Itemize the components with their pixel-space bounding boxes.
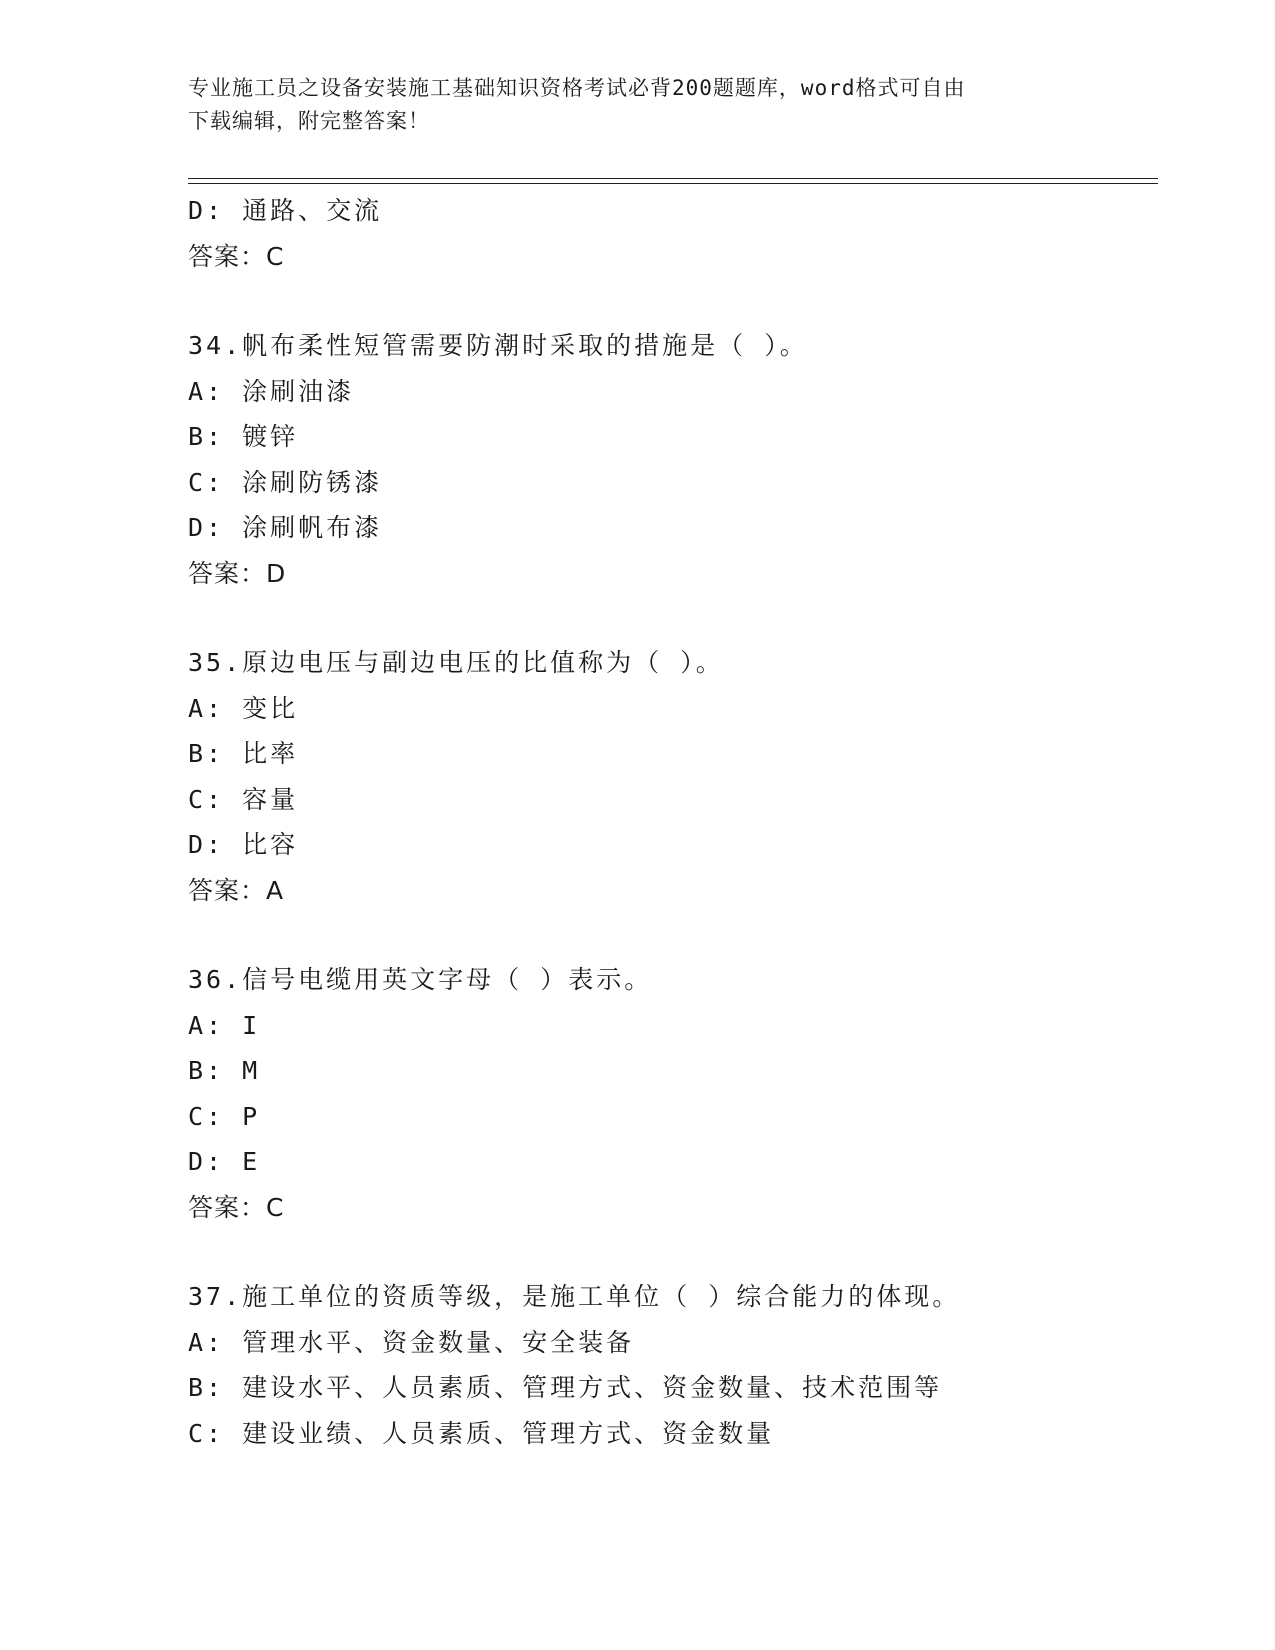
- option-c: C: 容量: [188, 784, 299, 814]
- question-stem: 35.原边电压与副边电压的比值称为（ ）。: [188, 648, 724, 677]
- header-divider-bottom: [188, 183, 1158, 184]
- spacer: [188, 1230, 1168, 1274]
- option-c: C: 涂刷防锈漆: [188, 467, 383, 497]
- question-block: [188, 957, 1168, 1230]
- answer-continued: 答案：C: [188, 241, 285, 271]
- option-c: C: 建设业绩、人员素质、管理方式、资金数量: [188, 1418, 775, 1448]
- spacer: [188, 596, 1168, 640]
- answer: 答案：D: [188, 558, 287, 588]
- option-a: A: I: [188, 1010, 261, 1040]
- question-block: [188, 640, 1168, 913]
- spacer: [188, 279, 1168, 323]
- header-line-2: 下载编辑，附完整答案！: [188, 109, 430, 133]
- question-block: [188, 1274, 1168, 1456]
- answer: 答案：C: [188, 1192, 285, 1222]
- header-divider-top: [188, 178, 1158, 179]
- option-d: D: 比容: [188, 830, 299, 859]
- option-b: B: 建设水平、人员素质、管理方式、资金数量、技术范围等: [188, 1373, 943, 1402]
- header-line-1: 专业施工员之设备安装施工基础知识资格考试必背200题题库，word格式可自由: [188, 76, 966, 100]
- option-b: B: 镀锌: [188, 422, 299, 451]
- option-b: B: M: [188, 1056, 261, 1085]
- document-header: [188, 72, 1088, 138]
- option-d: D: 涂刷帆布漆: [188, 513, 383, 542]
- option-b: B: 比率: [188, 739, 299, 768]
- option-d: D: E: [188, 1147, 261, 1176]
- question-block: [188, 323, 1168, 596]
- option-a: A: 管理水平、资金数量、安全装备: [188, 1327, 635, 1357]
- option-d-continued: D: 通路、交流: [188, 196, 383, 225]
- spacer: [188, 913, 1168, 957]
- question-stem: 34.帆布柔性短管需要防潮时采取的措施是（ ）。: [188, 331, 808, 360]
- question-list: [188, 188, 1168, 1456]
- option-c: C: P: [188, 1101, 261, 1131]
- answer: 答案：A: [188, 875, 285, 905]
- question-stem: 37.施工单位的资质等级，是施工单位（ ）综合能力的体现。: [188, 1282, 961, 1311]
- option-a: A: 涂刷油漆: [188, 376, 355, 406]
- option-a: A: 变比: [188, 693, 299, 723]
- question-stem: 36.信号电缆用英文字母（ ）表示。: [188, 965, 653, 994]
